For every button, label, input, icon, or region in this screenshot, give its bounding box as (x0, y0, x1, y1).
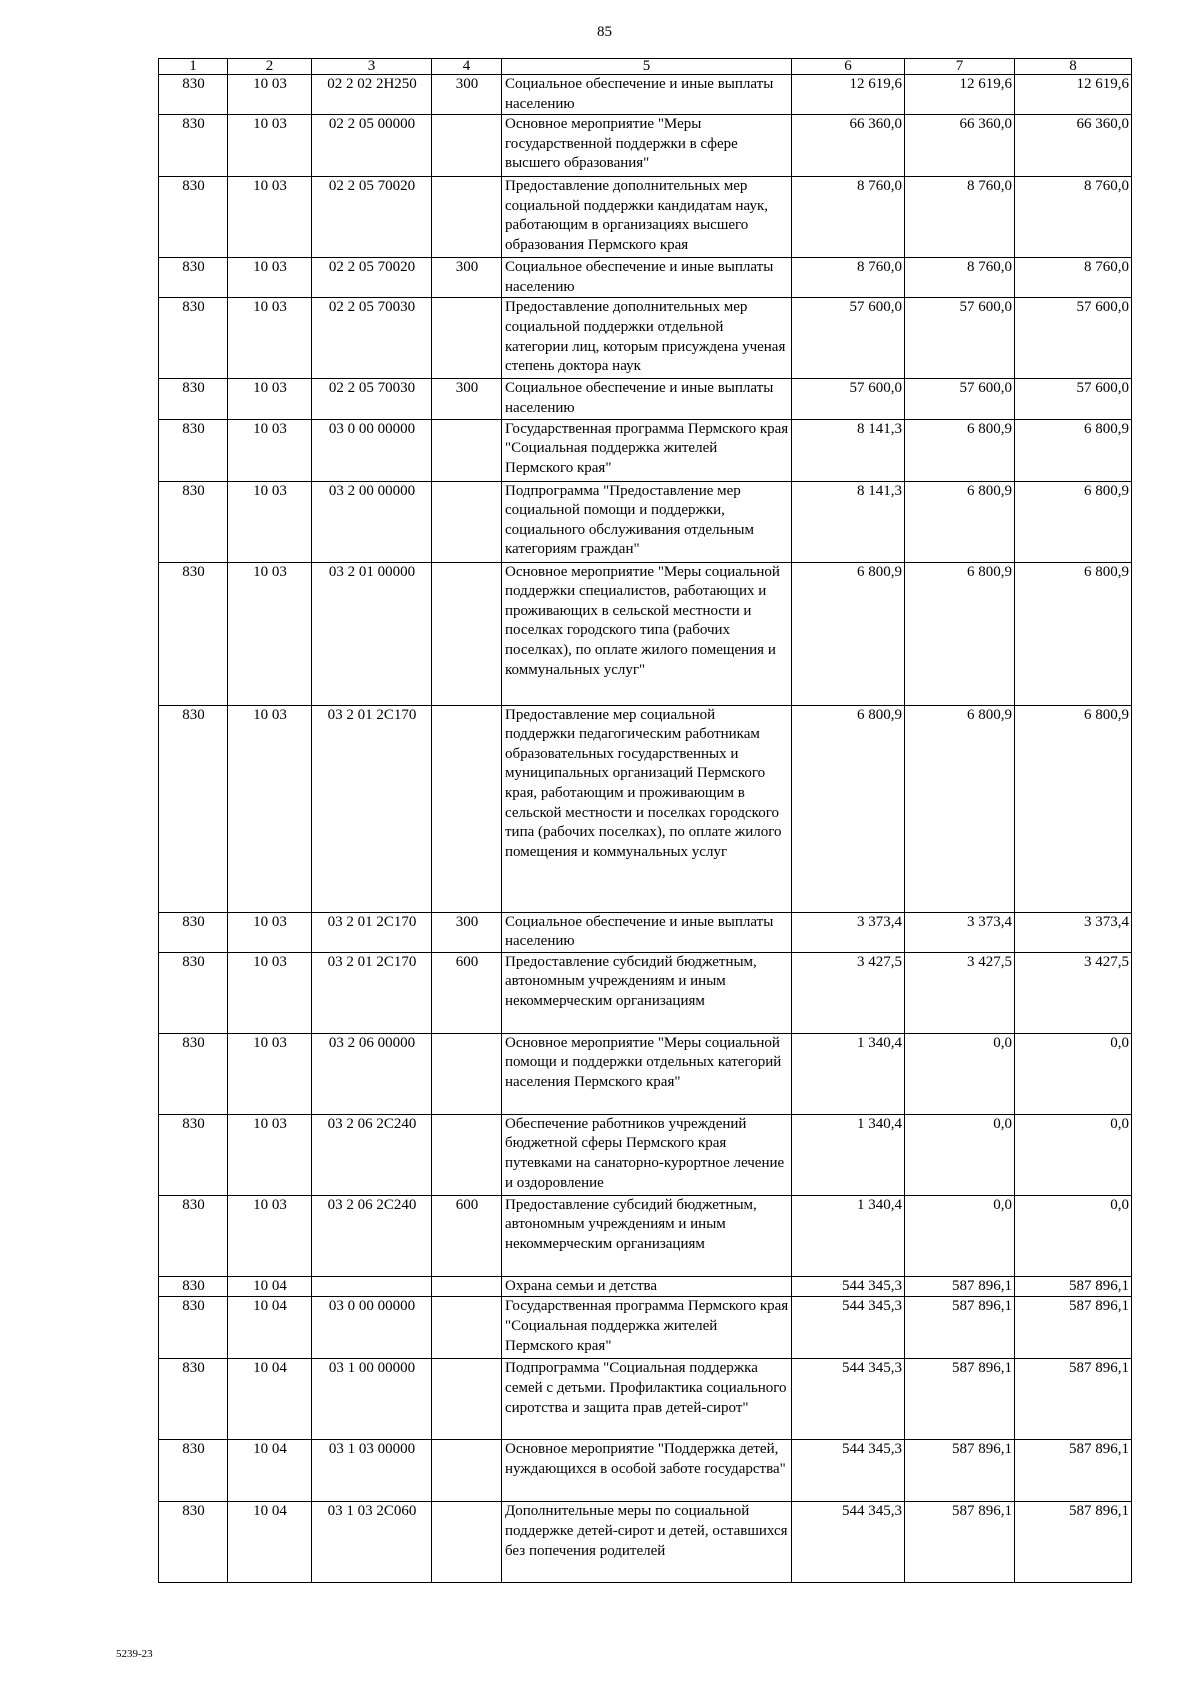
amount-col6: 1 340,4 (792, 1195, 905, 1276)
grbs-code: 830 (159, 1297, 228, 1359)
amount-col7: 8 760,0 (905, 177, 1015, 258)
table-row (159, 115, 1132, 177)
target-article-code: 03 2 01 2С170 (312, 912, 432, 952)
grbs-code: 830 (159, 1195, 228, 1276)
amount-col6: 6 800,9 (792, 705, 905, 912)
table-row (159, 1114, 1132, 1195)
amount-col6: 544 345,3 (792, 1440, 905, 1502)
item-name: Охрана семьи и детства (502, 1276, 792, 1297)
amount-col7: 587 896,1 (905, 1440, 1015, 1502)
section-code: 10 03 (228, 419, 312, 481)
expense-type-code: 300 (432, 379, 502, 419)
amount-col7: 6 800,9 (905, 419, 1015, 481)
table-row (159, 1033, 1132, 1114)
column-header: 8 (1015, 59, 1132, 75)
table-row (159, 1502, 1132, 1583)
target-article-code: 03 2 01 2С170 (312, 952, 432, 1033)
item-name: Дополнительные меры по социальной поддержке детей-сирот и детей, оставшихся без попечения родителей (502, 1502, 792, 1583)
section-code: 10 03 (228, 1114, 312, 1195)
item-name: Предоставление дополнительных мер социальной поддержки кандидатам наук, работающим в организациях высшего образования Пермского края (502, 177, 792, 258)
item-name: Обеспечение работников учреждений бюджетной сферы Пермского края путевками на санаторно-курортное лечение и оздоровление (502, 1114, 792, 1195)
amount-col8: 587 896,1 (1015, 1502, 1132, 1583)
grbs-code: 830 (159, 75, 228, 115)
grbs-code: 830 (159, 1276, 228, 1297)
target-article-code: 03 0 00 00000 (312, 1297, 432, 1359)
section-code: 10 04 (228, 1297, 312, 1359)
grbs-code: 830 (159, 1359, 228, 1440)
grbs-code: 830 (159, 115, 228, 177)
amount-col6: 544 345,3 (792, 1359, 905, 1440)
section-code: 10 03 (228, 952, 312, 1033)
amount-col6: 57 600,0 (792, 379, 905, 419)
section-code: 10 03 (228, 115, 312, 177)
grbs-code: 830 (159, 1033, 228, 1114)
amount-col6: 3 427,5 (792, 952, 905, 1033)
item-name: Подпрограмма "Предоставление мер социальной помощи и поддержки, социального обслуживания отдельным категориям граждан" (502, 481, 792, 562)
item-name: Социальное обеспечение и иные выплаты населению (502, 258, 792, 298)
grbs-code: 830 (159, 562, 228, 705)
amount-col6: 544 345,3 (792, 1297, 905, 1359)
amount-col7: 8 760,0 (905, 258, 1015, 298)
target-article-code: 02 2 05 70030 (312, 298, 432, 379)
grbs-code: 830 (159, 379, 228, 419)
table-body (159, 75, 1132, 1583)
target-article-code: 03 1 03 00000 (312, 1440, 432, 1502)
item-name: Социальное обеспечение и иные выплаты населению (502, 912, 792, 952)
section-code: 10 03 (228, 379, 312, 419)
header-row (159, 59, 1132, 75)
grbs-code: 830 (159, 481, 228, 562)
section-code: 10 03 (228, 481, 312, 562)
expense-type-code (432, 1502, 502, 1583)
expense-type-code (432, 1033, 502, 1114)
table-row (159, 1440, 1132, 1502)
amount-col7: 3 427,5 (905, 952, 1015, 1033)
expense-type-code (432, 1297, 502, 1359)
target-article-code: 03 2 06 2С240 (312, 1195, 432, 1276)
table-row (159, 258, 1132, 298)
expense-type-code (432, 481, 502, 562)
column-header: 3 (312, 59, 432, 75)
table-row (159, 952, 1132, 1033)
expense-type-code: 600 (432, 952, 502, 1033)
item-name: Предоставление дополнительных мер социальной поддержки отдельной категории лиц, которым присуждена ученая степень доктора наук (502, 298, 792, 379)
expense-type-code (432, 1359, 502, 1440)
amount-col7: 0,0 (905, 1195, 1015, 1276)
target-article-code: 03 2 01 2С170 (312, 705, 432, 912)
section-code: 10 04 (228, 1276, 312, 1297)
amount-col6: 8 760,0 (792, 177, 905, 258)
target-article-code: 03 2 01 00000 (312, 562, 432, 705)
item-name: Основное мероприятие "Меры государственной поддержки в сфере высшего образования" (502, 115, 792, 177)
amount-col6: 12 619,6 (792, 75, 905, 115)
amount-col6: 8 141,3 (792, 481, 905, 562)
amount-col6: 544 345,3 (792, 1502, 905, 1583)
table-row (159, 1297, 1132, 1359)
section-code: 10 03 (228, 1195, 312, 1276)
grbs-code: 830 (159, 1440, 228, 1502)
section-code: 10 03 (228, 562, 312, 705)
grbs-code: 830 (159, 912, 228, 952)
grbs-code: 830 (159, 298, 228, 379)
target-article-code: 03 2 06 2С240 (312, 1114, 432, 1195)
expense-type-code: 300 (432, 75, 502, 115)
amount-col8: 587 896,1 (1015, 1276, 1132, 1297)
item-name: Основное мероприятие "Меры социальной поддержки специалистов, работающих и проживающих в сельской местности и поселках городского типа (рабочих поселках), по оплате жилого помещения и коммунальных услуг" (502, 562, 792, 705)
target-article-code: 03 1 03 2С060 (312, 1502, 432, 1583)
amount-col7: 6 800,9 (905, 481, 1015, 562)
grbs-code: 830 (159, 1114, 228, 1195)
section-code: 10 03 (228, 258, 312, 298)
amount-col7: 3 373,4 (905, 912, 1015, 952)
item-name: Предоставление субсидий бюджетным, автономным учреждениям и иным некоммерческим организациям (502, 1195, 792, 1276)
amount-col6: 6 800,9 (792, 562, 905, 705)
amount-col7: 6 800,9 (905, 562, 1015, 705)
table-row (159, 419, 1132, 481)
amount-col8: 6 800,9 (1015, 562, 1132, 705)
document-code: 5239-23 (116, 1648, 153, 1660)
item-name: Основное мероприятие "Поддержка детей, нуждающихся в особой заботе государства" (502, 1440, 792, 1502)
amount-col8: 587 896,1 (1015, 1359, 1132, 1440)
item-name: Государственная программа Пермского края "Социальная поддержка жителей Пермского края" (502, 1297, 792, 1359)
grbs-code: 830 (159, 258, 228, 298)
amount-col6: 544 345,3 (792, 1276, 905, 1297)
target-article-code: 02 2 05 70030 (312, 379, 432, 419)
item-name: Государственная программа Пермского края "Социальная поддержка жителей Пермского края" (502, 419, 792, 481)
amount-col7: 57 600,0 (905, 298, 1015, 379)
section-code: 10 03 (228, 912, 312, 952)
target-article-code (312, 1276, 432, 1297)
expense-type-code (432, 419, 502, 481)
amount-col7: 587 896,1 (905, 1359, 1015, 1440)
table-row (159, 1276, 1132, 1297)
expense-type-code: 300 (432, 258, 502, 298)
amount-col7: 0,0 (905, 1114, 1015, 1195)
amount-col6: 57 600,0 (792, 298, 905, 379)
expense-type-code (432, 298, 502, 379)
amount-col7: 0,0 (905, 1033, 1015, 1114)
item-name: Предоставление мер социальной поддержки педагогическим работникам образовательных государственных и муниципальных организаций Пермского края, работающим и проживающим в сельской местности и поселках городского типа (рабочих поселках), по оплате жилого помещения и коммунальных услуг (502, 705, 792, 912)
expense-type-code (432, 1114, 502, 1195)
amount-col7: 587 896,1 (905, 1297, 1015, 1359)
expense-type-code: 600 (432, 1195, 502, 1276)
amount-col8: 8 760,0 (1015, 177, 1132, 258)
amount-col8: 587 896,1 (1015, 1297, 1132, 1359)
section-code: 10 04 (228, 1359, 312, 1440)
amount-col8: 6 800,9 (1015, 481, 1132, 562)
section-code: 10 04 (228, 1440, 312, 1502)
table-row (159, 177, 1132, 258)
item-name: Социальное обеспечение и иные выплаты населению (502, 75, 792, 115)
item-name: Подпрограмма "Социальная поддержка семей с детьми. Профилактика социального сиротства и защита прав детей-сирот" (502, 1359, 792, 1440)
table-row (159, 562, 1132, 705)
section-code: 10 03 (228, 705, 312, 912)
column-header: 4 (432, 59, 502, 75)
target-article-code: 02 2 05 00000 (312, 115, 432, 177)
amount-col6: 1 340,4 (792, 1114, 905, 1195)
amount-col8: 0,0 (1015, 1195, 1132, 1276)
budget-table (158, 58, 1132, 1583)
amount-col8: 12 619,6 (1015, 75, 1132, 115)
amount-col7: 587 896,1 (905, 1276, 1015, 1297)
amount-col8: 8 760,0 (1015, 258, 1132, 298)
amount-col8: 6 800,9 (1015, 419, 1132, 481)
amount-col6: 1 340,4 (792, 1033, 905, 1114)
table-row (159, 481, 1132, 562)
expense-type-code (432, 177, 502, 258)
expense-type-code (432, 562, 502, 705)
grbs-code: 830 (159, 1502, 228, 1583)
amount-col7: 12 619,6 (905, 75, 1015, 115)
target-article-code: 03 0 00 00000 (312, 419, 432, 481)
target-article-code: 02 2 05 70020 (312, 258, 432, 298)
amount-col7: 587 896,1 (905, 1502, 1015, 1583)
table-row (159, 75, 1132, 115)
table-row (159, 379, 1132, 419)
section-code: 10 03 (228, 75, 312, 115)
amount-col7: 6 800,9 (905, 705, 1015, 912)
amount-col8: 3 427,5 (1015, 952, 1132, 1033)
section-code: 10 03 (228, 177, 312, 258)
section-code: 10 04 (228, 1502, 312, 1583)
column-header: 5 (502, 59, 792, 75)
table-row (159, 705, 1132, 912)
table-row (159, 1359, 1132, 1440)
column-header: 2 (228, 59, 312, 75)
target-article-code: 03 1 00 00000 (312, 1359, 432, 1440)
page-number: 85 (597, 24, 612, 40)
expense-type-code: 300 (432, 912, 502, 952)
grbs-code: 830 (159, 419, 228, 481)
amount-col6: 66 360,0 (792, 115, 905, 177)
amount-col8: 587 896,1 (1015, 1440, 1132, 1502)
amount-col8: 0,0 (1015, 1114, 1132, 1195)
expense-type-code (432, 705, 502, 912)
amount-col8: 57 600,0 (1015, 379, 1132, 419)
amount-col6: 8 141,3 (792, 419, 905, 481)
table-row (159, 298, 1132, 379)
expense-type-code (432, 115, 502, 177)
target-article-code: 02 2 02 2Н250 (312, 75, 432, 115)
amount-col8: 66 360,0 (1015, 115, 1132, 177)
target-article-code: 03 2 00 00000 (312, 481, 432, 562)
amount-col8: 57 600,0 (1015, 298, 1132, 379)
section-code: 10 03 (228, 298, 312, 379)
amount-col7: 66 360,0 (905, 115, 1015, 177)
expense-type-code (432, 1276, 502, 1297)
grbs-code: 830 (159, 705, 228, 912)
column-header: 7 (905, 59, 1015, 75)
amount-col6: 8 760,0 (792, 258, 905, 298)
expense-type-code (432, 1440, 502, 1502)
item-name: Предоставление субсидий бюджетным, автономным учреждениям и иным некоммерческим организациям (502, 952, 792, 1033)
item-name: Основное мероприятие "Меры социальной помощи и поддержки отдельных категорий населения Пермского края" (502, 1033, 792, 1114)
amount-col7: 57 600,0 (905, 379, 1015, 419)
column-header: 1 (159, 59, 228, 75)
amount-col8: 6 800,9 (1015, 705, 1132, 912)
grbs-code: 830 (159, 177, 228, 258)
table-row (159, 912, 1132, 952)
target-article-code: 02 2 05 70020 (312, 177, 432, 258)
grbs-code: 830 (159, 952, 228, 1033)
column-header: 6 (792, 59, 905, 75)
target-article-code: 03 2 06 00000 (312, 1033, 432, 1114)
amount-col6: 3 373,4 (792, 912, 905, 952)
amount-col8: 3 373,4 (1015, 912, 1132, 952)
amount-col8: 0,0 (1015, 1033, 1132, 1114)
table-row (159, 1195, 1132, 1276)
item-name: Социальное обеспечение и иные выплаты населению (502, 379, 792, 419)
section-code: 10 03 (228, 1033, 312, 1114)
